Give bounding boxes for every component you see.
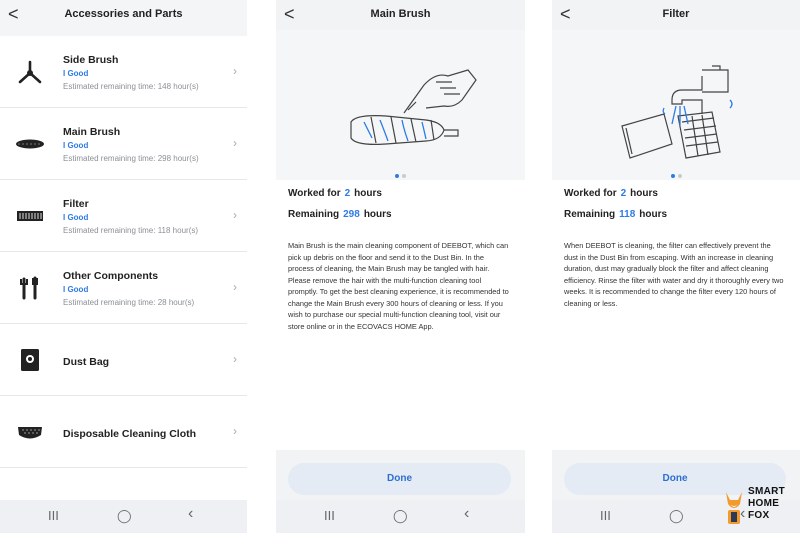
nav-back-button[interactable]: ‹ <box>464 505 470 522</box>
page-title: Main Brush <box>370 8 431 20</box>
chevron-right-icon: › <box>233 424 237 438</box>
chevron-right-icon: › <box>233 64 237 78</box>
system-nav-bar <box>0 500 247 533</box>
remaining <box>288 209 392 220</box>
carousel-dot[interactable] <box>402 174 406 178</box>
list-item-partial <box>0 468 247 503</box>
item-name: Filter <box>63 198 89 210</box>
item-name: Dust Bag <box>63 356 110 368</box>
home-button[interactable]: ◯ <box>393 508 408 523</box>
remaining-time: Estimated remaining time: 298 hour(s) <box>63 154 199 163</box>
logo-line-1: SMART <box>748 486 786 497</box>
logo-line-2: HOME <box>748 498 780 509</box>
filter-illustration <box>552 30 800 180</box>
page-title: Accessories and Parts <box>64 8 183 20</box>
accessories-screen <box>0 0 247 533</box>
carousel-dots <box>276 174 525 178</box>
status-badge: I Good <box>63 69 89 78</box>
back-button[interactable]: < <box>8 4 19 24</box>
carousel-dots <box>552 174 800 178</box>
system-nav-bar <box>276 500 525 533</box>
item-name: Disposable Cleaning Cloth <box>63 428 197 440</box>
tools-icon <box>14 274 46 302</box>
fox-icon <box>722 488 746 528</box>
nav-back-button[interactable]: ‹ <box>188 505 194 522</box>
item-name: Side Brush <box>63 54 119 66</box>
header <box>0 0 247 30</box>
list-item-other-components[interactable] <box>0 252 247 324</box>
list-item-side-brush[interactable] <box>0 36 247 108</box>
worked-for <box>288 188 382 199</box>
worked-label: Worked for <box>564 188 617 199</box>
carousel-dot[interactable] <box>678 174 682 178</box>
item-name: Main Brush <box>63 126 121 138</box>
recents-button[interactable]: III <box>48 508 59 523</box>
side-brush-icon <box>14 58 46 86</box>
back-button[interactable]: < <box>284 4 295 24</box>
recents-button[interactable]: III <box>324 508 335 523</box>
faucet-rinsing-filter-icon <box>552 30 800 180</box>
chevron-right-icon: › <box>233 280 237 294</box>
worked-value: 2 <box>344 188 351 199</box>
remaining-label: Remaining <box>564 209 616 220</box>
remaining-unit: hours <box>363 209 392 220</box>
main-brush-screen <box>276 0 525 533</box>
worked-for <box>564 188 658 199</box>
worked-value: 2 <box>620 188 627 199</box>
remaining <box>564 209 667 220</box>
filter-icon <box>14 202 46 230</box>
filter-screen <box>552 0 800 533</box>
remaining-time: Estimated remaining time: 28 hour(s) <box>63 298 195 307</box>
logo-line-3: FOX <box>748 510 770 521</box>
carousel-dot-active[interactable] <box>395 174 399 178</box>
chevron-right-icon: › <box>233 352 237 366</box>
remaining-label: Remaining <box>288 209 340 220</box>
home-button[interactable]: ◯ <box>669 508 684 523</box>
smart-home-fox-logo <box>722 486 800 530</box>
list-item-main-brush[interactable] <box>0 108 247 180</box>
recents-button[interactable]: III <box>600 508 611 523</box>
worked-unit: hours <box>354 188 382 199</box>
worked-label: Worked for <box>288 188 341 199</box>
list-item-dust-bag[interactable] <box>0 324 247 396</box>
hand-cleaning-brush-icon <box>276 30 525 180</box>
parts-list <box>0 36 247 503</box>
cleaning-cloth-icon <box>14 418 46 446</box>
logo-text <box>748 486 785 522</box>
remaining-time: Estimated remaining time: 148 hour(s) <box>63 82 199 91</box>
chevron-right-icon: › <box>233 208 237 222</box>
remaining-value: 118 <box>619 209 636 220</box>
page-title: Filter <box>662 8 690 20</box>
back-button[interactable]: < <box>560 4 571 24</box>
remaining-value: 298 <box>343 209 360 220</box>
header <box>552 0 800 30</box>
remaining-time: Estimated remaining time: 118 hour(s) <box>63 226 199 235</box>
chevron-right-icon: › <box>233 136 237 150</box>
description: When DEEBOT is cleaning, the filter can effectively prevent the dust in the Dust Bin from escaping. With an increase in cleaning duration, dust may gradually block the filter and affect cleaning efficiency. Rinse the filter with water and dry it thoroughly every two weeks. It is recommended to change the filter every 120 hours of cleaning or less. <box>564 241 784 308</box>
item-name: Other Components <box>63 270 159 282</box>
list-item-cleaning-cloth[interactable] <box>0 396 247 468</box>
status-badge: I Good <box>63 285 89 294</box>
done-button[interactable]: Done <box>288 463 511 495</box>
dust-bag-icon <box>14 346 46 374</box>
home-button[interactable]: ◯ <box>117 508 132 523</box>
done-button[interactable]: Done <box>564 463 786 495</box>
status-badge: I Good <box>63 141 89 150</box>
worked-unit: hours <box>630 188 658 199</box>
status-badge: I Good <box>63 213 89 222</box>
description: Main Brush is the main cleaning component of DEEBOT, which can pick up debris on the floor and send it to the Dust Bin. In the process of cleaning, the Main Brush may be tangled with hair. Please remove the hair with the multi-function cleaning tool promptly. To get the best cleaning experience, it is recommended to change the Main Brush every 300 hours of cleaning or less. If you wish to purchase our special multi-function cleaning tool, visit our store online or in the ECOVACS HOME App. <box>288 241 509 331</box>
main-brush-illustration <box>276 30 525 180</box>
main-brush-icon <box>14 130 46 158</box>
detail-card <box>276 180 525 450</box>
header <box>276 0 525 30</box>
detail-card <box>552 180 800 450</box>
remaining-unit: hours <box>639 209 668 220</box>
carousel-dot-active[interactable] <box>671 174 675 178</box>
nav-back-button[interactable]: ‹ <box>740 505 746 522</box>
list-item-filter[interactable] <box>0 180 247 252</box>
